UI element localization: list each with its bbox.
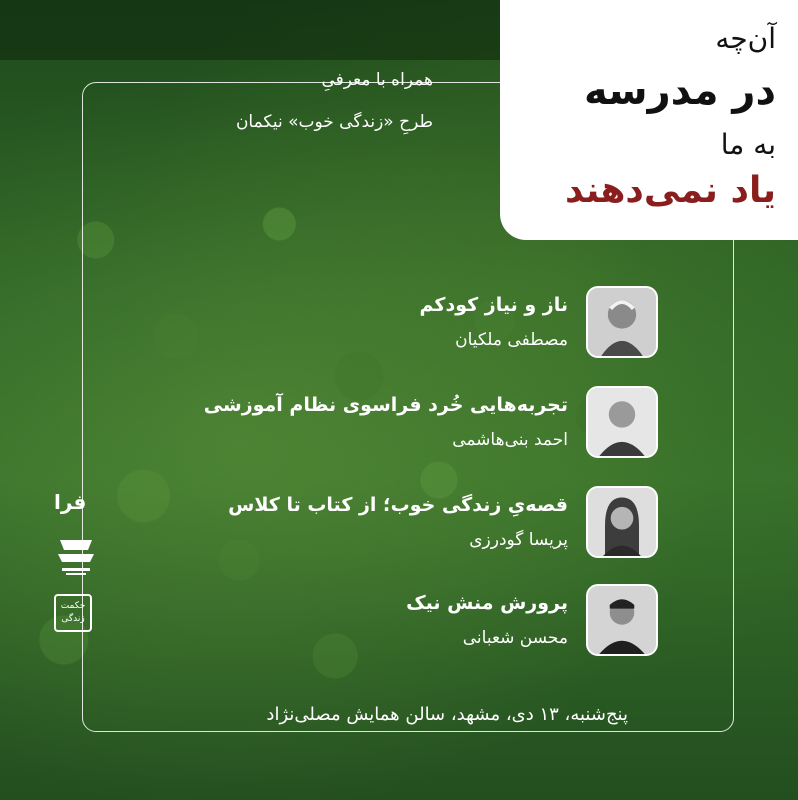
speaker-name: محسن شعبانی — [462, 628, 568, 648]
title-line-1: آن‌چه — [715, 22, 776, 55]
speaker-item — [138, 386, 658, 476]
intro-line-1: همراه با معرفیِ — [321, 70, 433, 90]
event-details: پنج‌شنبه، ۱۳ دی، مشهد، سالن همایش مصلی‌نژاد — [266, 704, 628, 725]
nikman-logo-icon — [54, 530, 98, 578]
speaker-item — [138, 486, 658, 576]
speaker-item — [138, 286, 658, 376]
speaker-photo — [586, 386, 658, 458]
title-line-4: یاد نمی‌دهند — [564, 170, 776, 211]
speaker-name: پریسا گودرزی — [469, 530, 568, 550]
speaker-name: احمد بنی‌هاشمی — [452, 430, 568, 450]
speaker-name: مصطفی ملکیان — [455, 330, 568, 350]
speaker-item — [138, 584, 658, 674]
speaker-photo — [586, 486, 658, 558]
talk-title: ناز و نیاز کودکم — [419, 294, 568, 316]
speaker-photo — [586, 286, 658, 358]
portrait-icon — [588, 488, 656, 556]
talk-title: قصه‌یِ زندگی خوب؛ از کتاب تا کلاس — [228, 494, 568, 516]
hekmat-zendegi-logo: حکمت زندگی — [54, 594, 92, 632]
fara-logo: فرا — [54, 490, 87, 514]
nikman-logo — [54, 530, 98, 578]
title-line-2: در مدرسه — [584, 68, 776, 114]
speaker-photo — [586, 584, 658, 656]
portrait-icon — [588, 288, 656, 356]
title-line-3: به ما — [720, 128, 776, 161]
intro-line-2: طرحِ «زندگی خوب» نیکمان — [235, 112, 433, 132]
portrait-icon — [588, 388, 656, 456]
talk-title: پرورش منش نیک — [406, 592, 568, 614]
talk-title: تجربه‌هایی خُرد فراسوی نظام آموزشی — [203, 394, 568, 416]
title-card — [500, 0, 798, 240]
portrait-icon — [588, 586, 656, 654]
